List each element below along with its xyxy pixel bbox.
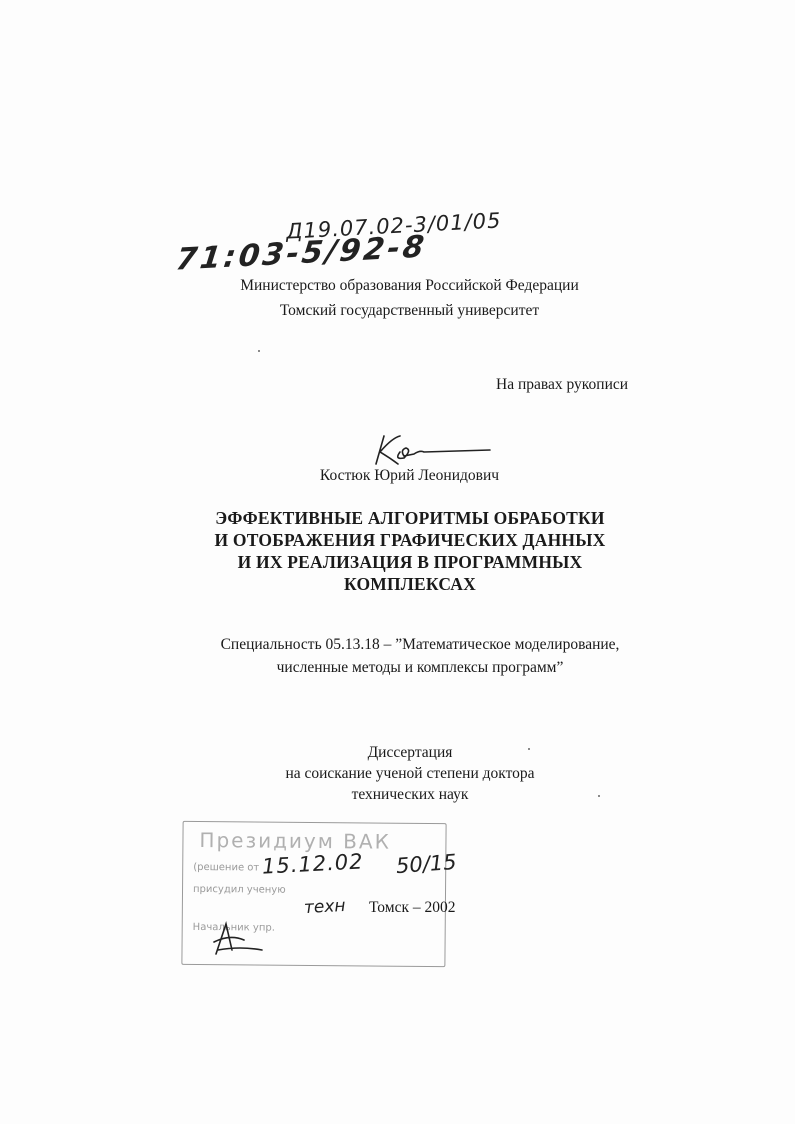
specialty-line: Специальность 05.13.18 – ”Математическое моделирование, (220, 636, 620, 653)
title-line: ЭФФЕКТИВНЫЕ АЛГОРИТМЫ ОБРАБОТКИ (215, 508, 605, 528)
paper-speck (258, 350, 260, 352)
stamp-row-label: присудил ученую (192, 883, 286, 896)
stamp-handwritten-number: 50/15 (395, 849, 458, 879)
author-name: Костюк Юрий Леонидович (319, 467, 500, 484)
paper-speck (528, 748, 530, 750)
ministry-name: Министерство образования Российской Федерации (240, 277, 579, 294)
rights-note: На правах рукописи (496, 376, 629, 393)
city-year: Томск – 2002 (369, 899, 456, 916)
dissertation-line: на соискание ученой степени доктора (285, 765, 535, 782)
stamp-row-label: Начальник упр. (192, 921, 275, 934)
stamp-heading: Президиум ВАК (199, 827, 391, 854)
title-line: КОМПЛЕКСАХ (343, 574, 476, 594)
stamp-handwritten-date: 15.12.02 (261, 849, 365, 879)
specialty-block (120, 633, 720, 679)
title-line: И ИХ РЕАЛИЗАЦИЯ В ПРОГРАММНЫХ (237, 552, 583, 572)
title-line: И ОТОБРАЖЕНИЯ ГРАФИЧЕСКИХ ДАННЫХ (214, 530, 606, 550)
stamp-signature (210, 920, 270, 960)
author-signature (370, 430, 500, 470)
dissertation-block (110, 742, 710, 805)
specialty-line: численные методы и комплексы программ” (276, 659, 564, 676)
dissertation-line: Диссертация (367, 744, 453, 761)
handwritten-top-note: Д19.07.02-3/01/05 (285, 208, 502, 244)
stamp-handwritten-degree: техн (303, 895, 347, 919)
handwritten-catalog-code: 71:03-5/92-8 (174, 229, 429, 278)
dissertation-line: технических наук (351, 786, 469, 803)
paper-speck (598, 795, 600, 797)
stamp-row-label: (решение от (193, 861, 260, 874)
dissertation-title (180, 507, 640, 595)
university-name: Томский государственный университет (279, 302, 540, 319)
